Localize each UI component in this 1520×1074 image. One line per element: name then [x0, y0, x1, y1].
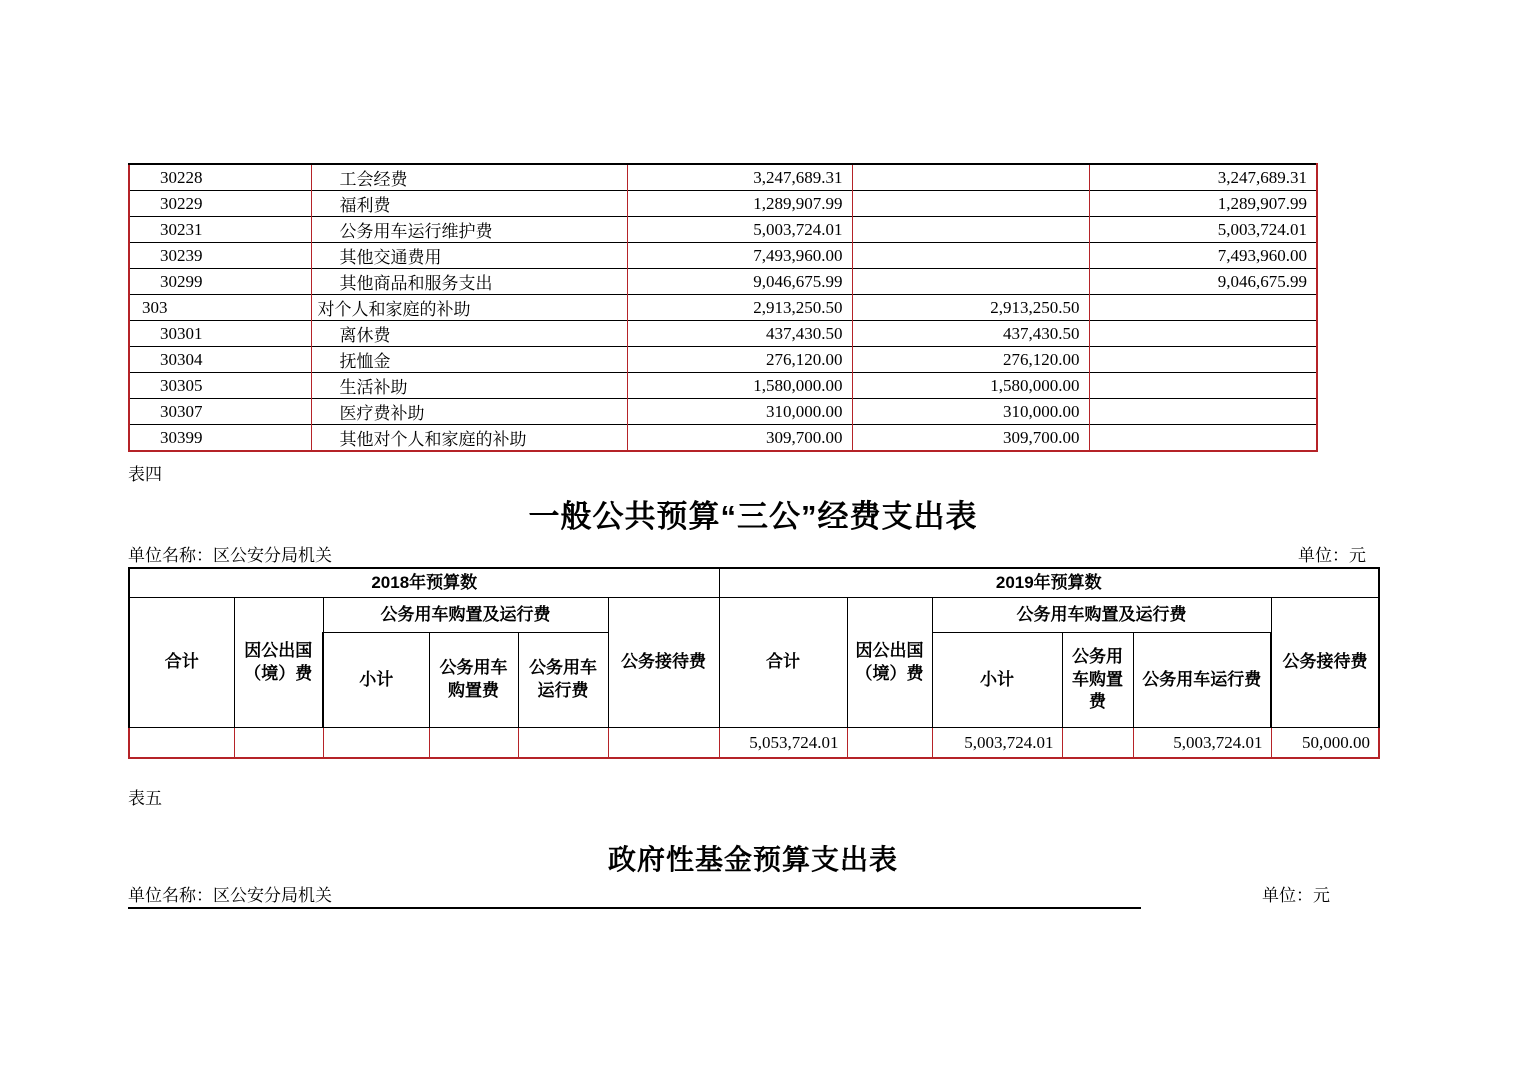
item-name-cell: 公务用车运行维护费: [311, 217, 627, 243]
expenditure-continuation-table: [128, 163, 1318, 452]
year-2018-header: 2018年预算数: [129, 568, 719, 598]
item-name-cell: 对个人和家庭的补助: [311, 295, 627, 321]
col-abroad-2019: 因公出国（境）费: [847, 598, 932, 728]
amount-basic-cell: 310,000.00: [852, 399, 1089, 425]
table-row: [129, 347, 1317, 373]
code-cell: 30399: [129, 425, 311, 452]
code-cell: 30307: [129, 399, 311, 425]
amount-basic-cell: [852, 269, 1089, 295]
amount-project-cell: 9,046,675.99: [1089, 269, 1317, 295]
col-purchase-2019: 公务用车购置费: [1062, 633, 1133, 728]
amount-basic-cell: [852, 164, 1089, 191]
amount-project-cell: [1089, 425, 1317, 452]
amount-total-cell: 276,120.00: [627, 347, 852, 373]
col-reception-2018: 公务接待费: [608, 598, 719, 728]
col-reception-2019: 公务接待费: [1271, 598, 1379, 728]
item-name-cell: 工会经费: [311, 164, 627, 191]
amount-project-cell: 5,003,724.01: [1089, 217, 1317, 243]
table-row: [129, 243, 1317, 269]
amount-cell: [429, 728, 518, 759]
amount-cell: [847, 728, 932, 759]
sangong-table-title: 一般公共预算“三公”经费支出表: [528, 499, 978, 534]
col-operation-2018: 公务用车运行费: [518, 633, 608, 728]
fund-org-line: [128, 881, 1378, 906]
code-cell: 30305: [129, 373, 311, 399]
amount-cell: [518, 728, 608, 759]
table-row: [129, 425, 1317, 452]
code-cell: 30239: [129, 243, 311, 269]
col-vehicle-group-2019: 公务用车购置及运行费: [932, 598, 1271, 633]
col-total-2018: 合计: [129, 598, 234, 728]
amount-basic-cell: 276,120.00: [852, 347, 1089, 373]
sangong-org-line: [128, 541, 1378, 566]
item-name-cell: 其他交通费用: [311, 243, 627, 269]
code-cell: 30228: [129, 164, 311, 191]
item-name-cell: 其他对个人和家庭的补助: [311, 425, 627, 452]
amount-project-cell: [1089, 295, 1317, 321]
amount-total-cell: 309,700.00: [627, 425, 852, 452]
amount-cell: [234, 728, 323, 759]
amount-basic-cell: 2,913,250.50: [852, 295, 1089, 321]
table-row: [129, 164, 1317, 191]
code-cell: 30299: [129, 269, 311, 295]
amount-project-cell: [1089, 347, 1317, 373]
unit-label: 单位：元: [1298, 546, 1366, 565]
amount-total-cell: 310,000.00: [627, 399, 852, 425]
group-header-row: [129, 598, 1379, 633]
fund-table-top-rule: [128, 907, 1141, 909]
amount-cell: 5,053,724.01: [719, 728, 847, 759]
amount-total-cell: 1,289,907.99: [627, 191, 852, 217]
item-name-cell: 医疗费补助: [311, 399, 627, 425]
col-subtotal-2018: 小计: [323, 633, 429, 728]
unit-label: 单位：元: [1262, 886, 1330, 905]
amount-total-cell: 3,247,689.31: [627, 164, 852, 191]
year-2019-header: 2019年预算数: [719, 568, 1379, 598]
amount-total-cell: 1,580,000.00: [627, 373, 852, 399]
table-row: [129, 373, 1317, 399]
code-cell: 303: [129, 295, 311, 321]
table-four-tag: 表四: [128, 465, 162, 484]
org-name-label: 单位名称：区公安分局机关: [128, 886, 332, 905]
amount-total-cell: 5,003,724.01: [627, 217, 852, 243]
table-row: [129, 321, 1317, 347]
amount-project-cell: [1089, 321, 1317, 347]
code-cell: 30304: [129, 347, 311, 373]
amount-cell: [323, 728, 429, 759]
code-cell: 30229: [129, 191, 311, 217]
table-row: [129, 217, 1317, 243]
col-purchase-2018: 公务用车购置费: [429, 633, 518, 728]
amount-project-cell: [1089, 399, 1317, 425]
amount-basic-cell: [852, 217, 1089, 243]
amount-total-cell: 437,430.50: [627, 321, 852, 347]
org-name-label: 单位名称：区公安分局机关: [128, 546, 332, 565]
amount-project-cell: 3,247,689.31: [1089, 164, 1317, 191]
expenditure-table-body: [129, 164, 1317, 451]
amount-cell: [1062, 728, 1133, 759]
amount-cell: 5,003,724.01: [932, 728, 1062, 759]
col-abroad-2018: 因公出国（境）费: [234, 598, 323, 728]
amount-basic-cell: [852, 243, 1089, 269]
col-vehicle-group-2018: 公务用车购置及运行费: [323, 598, 608, 633]
code-cell: 30301: [129, 321, 311, 347]
table-row: [129, 399, 1317, 425]
table-row: [129, 269, 1317, 295]
amount-basic-cell: 309,700.00: [852, 425, 1089, 452]
item-name-cell: 生活补助: [311, 373, 627, 399]
fund-table-title: 政府性基金预算支出表: [607, 844, 898, 875]
amount-cell: [608, 728, 719, 759]
item-name-cell: 其他商品和服务支出: [311, 269, 627, 295]
col-total-2019: 合计: [719, 598, 847, 728]
table-row: [129, 295, 1317, 321]
item-name-cell: 福利费: [311, 191, 627, 217]
item-name-cell: 离休费: [311, 321, 627, 347]
amount-basic-cell: 1,580,000.00: [852, 373, 1089, 399]
amount-project-cell: [1089, 373, 1317, 399]
sangong-data-row: [129, 728, 1379, 759]
table-five-tag: 表五: [128, 789, 162, 808]
amount-project-cell: 1,289,907.99: [1089, 191, 1317, 217]
col-subtotal-2019: 小计: [932, 633, 1062, 728]
item-name-cell: 抚恤金: [311, 347, 627, 373]
amount-cell: 5,003,724.01: [1133, 728, 1271, 759]
amount-project-cell: 7,493,960.00: [1089, 243, 1317, 269]
amount-cell: [129, 728, 234, 759]
amount-total-cell: 7,493,960.00: [627, 243, 852, 269]
amount-total-cell: 9,046,675.99: [627, 269, 852, 295]
amount-cell: 50,000.00: [1271, 728, 1379, 759]
sangong-expense-table: [128, 567, 1380, 759]
amount-basic-cell: 437,430.50: [852, 321, 1089, 347]
table-row: [129, 191, 1317, 217]
amount-total-cell: 2,913,250.50: [627, 295, 852, 321]
code-cell: 30231: [129, 217, 311, 243]
amount-basic-cell: [852, 191, 1089, 217]
col-operation-2019: 公务用车运行费: [1133, 633, 1271, 728]
year-header-row: [129, 568, 1379, 598]
